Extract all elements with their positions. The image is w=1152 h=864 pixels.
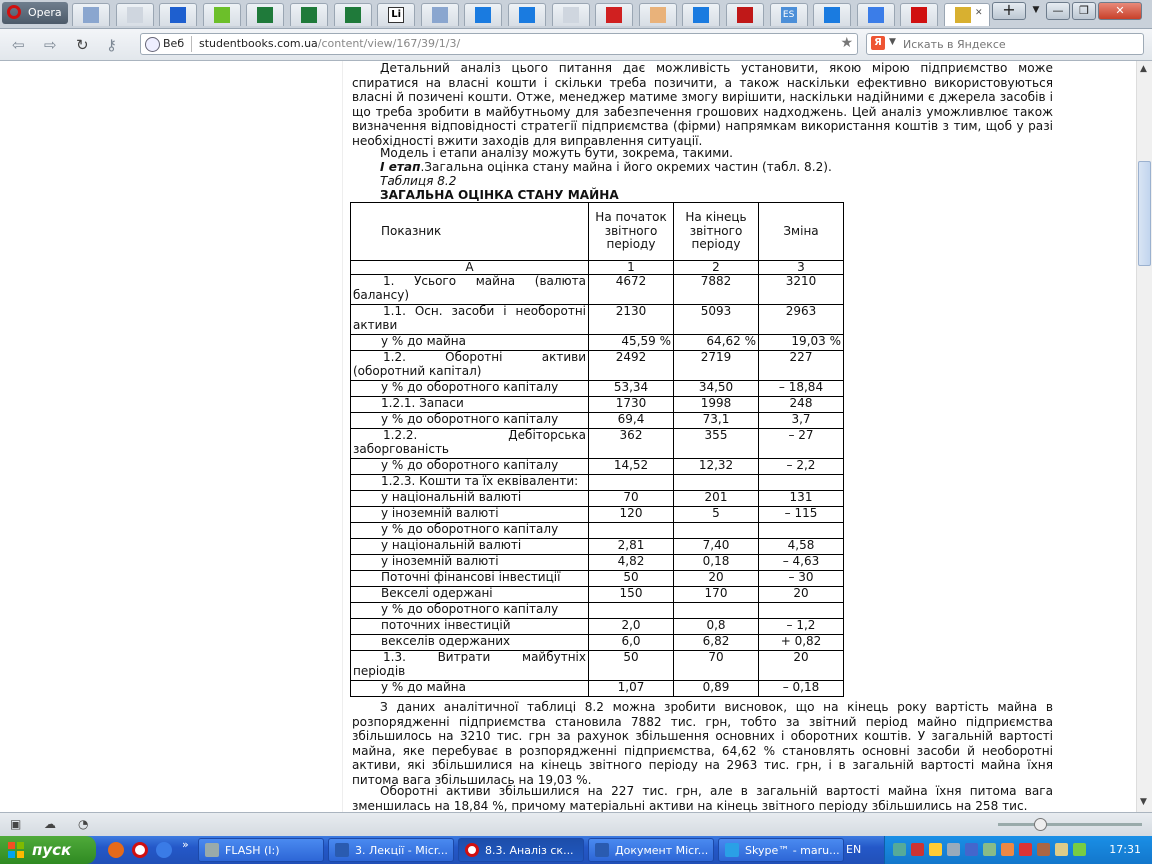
browser-tab[interactable] [72,3,110,26]
table-caption: Таблиця 8.2 [380,174,457,188]
taskbar-button-label: 3. Лекції - Micr... [355,844,448,857]
indicator-cell: 1. Усього майна (валюта балансу) [351,275,589,305]
scroll-down-icon[interactable]: ▼ [1140,797,1147,807]
close-window-button[interactable]: ✕ [1098,2,1142,20]
table-row [351,275,844,305]
back-icon[interactable]: ⇦ [12,36,25,54]
address-separator [191,36,192,52]
value-cell [674,475,759,491]
table-row [351,619,844,635]
table-row [351,351,844,381]
indicator-cell: у національній валюті [351,539,589,555]
zoom-slider-knob[interactable] [1034,818,1047,831]
table-header-cell: На початок звітного періоду [589,203,674,261]
value-cell: 2719 [674,351,759,381]
value-cell: 355 [674,429,759,459]
value-cell: 2,81 [589,539,674,555]
value-cell [674,603,759,619]
excel-icon [345,7,361,23]
vertical-scrollbar[interactable] [1136,61,1152,812]
taskbar-app-icon [335,843,349,857]
table-header-cell: Зміна [759,203,844,261]
indicator-cell: у % до оборотного капіталу [351,459,589,475]
taskbar-button[interactable] [328,838,454,862]
forward-icon[interactable]: ⇨ [44,36,57,54]
table-row [351,651,844,681]
es-icon: ES [781,7,797,23]
value-cell: – 18,84 [759,381,844,397]
tab-list-dropdown-icon[interactable]: ▼ [1032,5,1040,15]
value-cell [589,603,674,619]
shield-icon [737,7,753,23]
start-label: пуск [32,841,72,859]
document-icon [127,7,143,23]
upload-icon [693,7,709,23]
table-row [351,681,844,697]
value-cell: 2492 [589,351,674,381]
value-cell: – 4,63 [759,555,844,571]
tray-antivirus-icon[interactable] [911,843,924,856]
property-assessment-table [350,202,844,697]
upload-icon [519,7,535,23]
bookmark-icon [606,7,622,23]
close-tab-icon[interactable]: ✕ [975,8,983,18]
value-cell: – 1,2 [759,619,844,635]
excel-icon [257,7,273,23]
indicator-cell: у % до оборотного капіталу [351,413,589,429]
indicator-cell: у % до оборотного капіталу [351,523,589,539]
taskbar-app-icon [725,843,739,857]
table-title: ЗАГАЛЬНА ОЦІНКА СТАНУ МАЙНА [380,188,619,202]
tray-app-icon[interactable] [983,843,996,856]
table-row [351,571,844,587]
value-cell [589,523,674,539]
yandex-icon: Я [871,36,885,50]
browser-tab[interactable] [246,3,284,26]
upload-icon [475,7,491,23]
tray-acrobat-icon[interactable] [1019,843,1032,856]
browser-tab[interactable] [203,3,241,26]
value-cell: 6,0 [589,635,674,651]
tray-volume-icon[interactable] [1055,843,1068,856]
new-tab-button[interactable]: + [992,2,1026,20]
browser-tab[interactable] [377,3,415,26]
table-header-row [351,203,844,261]
value-cell: 6,82 [674,635,759,651]
browser-tab[interactable] [508,3,546,26]
quick-launch-chevron[interactable]: » [182,838,189,851]
table-row [351,555,844,571]
url-domain: studentbooks.com.ua [199,37,318,50]
table-row [351,587,844,603]
indicator-cell: у % до оборотного капіталу [351,381,589,397]
excel-icon [301,7,317,23]
value-cell: 3,7 [759,413,844,429]
taskbar-button-label: FLASH (I:) [225,844,280,857]
status-bar [0,812,1152,837]
table-row [351,635,844,651]
browser-tab[interactable] [813,3,851,26]
table-row [351,397,844,413]
windows-taskbar [0,836,1152,864]
table-row [351,491,844,507]
table-row [351,475,844,491]
browser-tab[interactable] [421,3,459,26]
value-cell: 20 [674,571,759,587]
system-tray [884,836,1152,864]
table-body [351,275,844,697]
value-cell: 2130 [589,305,674,335]
globe-icon [145,37,160,52]
value-cell: 7,40 [674,539,759,555]
value-cell: 7882 [674,275,759,305]
value-cell: 4,82 [589,555,674,571]
tray-network-icon[interactable] [947,843,960,856]
taskbar-app-icon [465,843,479,857]
internet-explorer-icon[interactable] [156,842,172,858]
stage-label: І етап [380,160,421,174]
value-cell: 362 [589,429,674,459]
search-field[interactable] [866,33,1144,55]
taskbar-button[interactable] [588,838,714,862]
value-cell: 120 [589,507,674,523]
scroll-thumb[interactable] [1138,161,1151,266]
value-cell: 4672 [589,275,674,305]
table-header-cell: Показник [351,203,589,261]
tray-app-icon[interactable] [893,843,906,856]
tray-shield-icon[interactable] [929,843,942,856]
value-cell: 150 [589,587,674,603]
table-row [351,539,844,555]
panel-toggle-icon[interactable]: ▣ [10,817,22,831]
indicator-cell: векселів одержаних [351,635,589,651]
value-cell: – 0,18 [759,681,844,697]
browser-tab[interactable] [595,3,633,26]
tray-app-icon[interactable] [1001,843,1014,856]
value-cell: 19,03 % [759,335,844,351]
paragraph-conclusion: З даних аналітичної таблиці 8.2 можна зробити висновок, що на кінець року вартість майна в розпорядженні підприємства становила 7882 тис. грн, тобто за звітний період майно підприємства збільшилось на 3210 тис. грн за рахунок збільшення основних і оборотних коштів. У загальній вартості майна, яке перебуває в розпорядженні підприємства, 64,62 % становлять основні засоби й необоротні активи, які збільшилися на кінець звітного періоду на 2963 тис. грн, і в загальній вартості майна їхня питома вага збільшилась на 19,03 %. [352,700,1053,787]
value-cell: 5093 [674,305,759,335]
value-cell: 50 [589,651,674,681]
value-cell [759,475,844,491]
indicator-cell: у % до майна [351,681,589,697]
browser-tab[interactable] [116,3,154,26]
taskbar-button[interactable] [458,838,584,862]
table-row [351,413,844,429]
browser-tab[interactable] [726,3,764,26]
opera-logo-icon [7,5,21,19]
value-cell: – 115 [759,507,844,523]
value-cell: 227 [759,351,844,381]
tray-app-icon[interactable] [1037,843,1050,856]
tray-skype-icon[interactable] [965,843,978,856]
indicator-cell: у іноземній валюті [351,507,589,523]
value-cell: 1730 [589,397,674,413]
star-bookmark-icon[interactable]: ★ [840,35,853,51]
firefox-icon[interactable] [108,842,124,858]
paragraph-intro: Детальний аналіз цього питання дає можливість установити, якою мірою підприємство може спиратися на власні кошти і скільки треба позичити, а також наскільки ефективно використовуються власні й позичені кошти. Отже, менеджер матиме змогу вирішити, наскільки надійними є джерела засобів і що треба зробити в майбутньому для забезпечення грошових надходжень. Цей аналіз уможливлює також визначення відповідності стратегії підприємства (фірми) напрямкам використання коштів з тим, щоб у разі необхідності вжити заходів для виправлення ситуації. [352,61,1053,148]
document-icon [563,7,579,23]
table-row [351,507,844,523]
value-cell: 4,58 [759,539,844,555]
x-icon [911,7,927,23]
browser-tab[interactable] [159,3,197,26]
li-icon: Li [388,7,404,23]
taskbar-button-label: Документ Micr... [615,844,709,857]
clock: 17:31 [1109,843,1141,856]
table-row [351,429,844,459]
left-margin [0,61,342,812]
table-cell: 3 [759,261,844,275]
value-cell: 1998 [674,397,759,413]
indicator-cell: 1.2.2. Дебіторська заборгованість [351,429,589,459]
value-cell: 5 [674,507,759,523]
taskbar-button[interactable] [198,838,324,862]
table-row [351,603,844,619]
restore-button[interactable]: ❐ [1072,2,1096,20]
start-button[interactable] [0,836,96,864]
chart-icon [650,7,666,23]
value-cell [759,603,844,619]
value-cell: 201 [674,491,759,507]
indicator-cell: поточних інвестицій [351,619,589,635]
value-cell: 20 [759,587,844,603]
indicator-cell: у % до оборотного капіталу [351,603,589,619]
value-cell: 45,59 % [589,335,674,351]
model-line: Модель і етапи аналізу можуть бути, зокрема, такими. [380,146,734,160]
value-cell: 170 [674,587,759,603]
browser-tab[interactable] [639,3,677,26]
key-icon[interactable]: ⚷ [106,36,117,54]
value-cell: 73,1 [674,413,759,429]
opera-menu-label: Opera [28,6,62,19]
indicator-cell: 1.1. Осн. засоби і необоротні активи [351,305,589,335]
url-text [199,37,460,50]
stage-text: .Загальна оцінка стану майна і його окремих частин (табл. 8.2). [420,160,832,174]
indicator-cell: 1.2.1. Запаси [351,397,589,413]
value-cell: 50 [589,571,674,587]
table-row [351,305,844,335]
value-cell: 34,50 [674,381,759,397]
browser-tab[interactable] [290,3,328,26]
value-cell: 2,0 [589,619,674,635]
value-cell: 69,4 [589,413,674,429]
table-row [351,523,844,539]
value-cell: 248 [759,397,844,413]
taskbar-app-icon [595,843,609,857]
right-margin [1064,61,1136,812]
indicator-cell: Векселі одержані [351,587,589,603]
tray-nvidia-icon[interactable] [1073,843,1086,856]
table-header-cell: На кінець звітного періоду [674,203,759,261]
browser-tab[interactable] [857,3,895,26]
value-cell: 53,34 [589,381,674,397]
browser-tab[interactable] [334,3,372,26]
value-cell: 131 [759,491,844,507]
page-viewport [0,61,1136,812]
indicator-cell: 1.2.3. Кошти та їх еквіваленти: [351,475,589,491]
browser-tab[interactable] [900,3,938,26]
security-badge-label: Веб [163,37,185,50]
value-cell: 70 [674,651,759,681]
reload-icon[interactable]: ↻ [76,36,89,54]
taskbar-button[interactable] [718,838,844,862]
value-cell [759,523,844,539]
browser-tab[interactable] [944,3,990,26]
value-cell: – 30 [759,571,844,587]
table-row [351,335,844,351]
value-cell: 20 [759,651,844,681]
taskbar-button-label: Skype™ - maru... [745,844,840,857]
indicator-cell: Поточні фінансові інвестиції [351,571,589,587]
value-cell: 3210 [759,275,844,305]
graduation-cap-icon [955,7,971,23]
table-index-row [351,261,844,275]
value-cell: 70 [589,491,674,507]
table-cell: А [351,261,589,275]
value-cell: – 2,2 [759,459,844,475]
indicator-cell: 1.3. Витрати майбутніх періодів [351,651,589,681]
taskbar-app-icon [205,843,219,857]
indicator-cell: у % до майна [351,335,589,351]
opera-menu-button[interactable] [2,2,68,24]
table-row [351,459,844,475]
zoom-slider[interactable] [998,823,1142,826]
info-icon [170,7,186,23]
value-cell: 0,89 [674,681,759,697]
indicator-cell: у національній валюті [351,491,589,507]
browser-tab[interactable] [770,3,808,26]
value-cell: 14,52 [589,459,674,475]
value-cell: 64,62 % [674,335,759,351]
turbo-icon[interactable]: ☁ [44,817,56,831]
apple-icon [214,7,230,23]
browser-tab[interactable] [682,3,720,26]
url-path: /content/view/167/39/1/3/ [317,37,461,50]
value-cell: 0,8 [674,619,759,635]
value-cell [589,475,674,491]
search-input[interactable] [903,36,1139,52]
opera-icon[interactable] [132,842,148,858]
language-indicator[interactable]: EN [846,843,862,856]
tab-bar [0,0,1152,29]
search-engine-dropdown-icon[interactable]: ▼ [889,37,896,47]
scroll-up-icon[interactable]: ▲ [1140,64,1147,74]
address-field[interactable] [140,33,858,55]
minimize-button[interactable]: — [1046,2,1070,20]
browser-tab[interactable] [464,3,502,26]
taskbar-button-label: 8.3. Аналіз ск... [485,844,574,857]
page-icon [83,7,99,23]
value-cell: 0,18 [674,555,759,571]
value-cell: + 0,82 [759,635,844,651]
page-icon [432,7,448,23]
paragraph-current-assets: Оборотні активи збільшилися на 227 тис. грн, але в загальній вартості майна їхня питома вага зменшилась на 18,84 %, причому матеріальні активи на кінець звітного періоду збільшились на 258 тис. [352,784,1053,812]
navigation-bar [0,29,1152,61]
indicator-cell: 1.2. Оборотні активи (оборотний капітал) [351,351,589,381]
value-cell: 2963 [759,305,844,335]
value-cell: 1,07 [589,681,674,697]
table-cell: 2 [674,261,759,275]
browser-tab[interactable] [552,3,590,26]
stage-line [380,160,832,174]
table-row [351,381,844,397]
upload-icon [824,7,840,23]
value-cell: 12,32 [674,459,759,475]
windows-logo-icon [8,842,24,858]
table-cell: 1 [589,261,674,275]
value-cell [674,523,759,539]
speed-dial-icon[interactable]: ◔ [78,817,89,831]
indicator-cell: у іноземній валюті [351,555,589,571]
google-icon [868,7,884,23]
value-cell: – 27 [759,429,844,459]
